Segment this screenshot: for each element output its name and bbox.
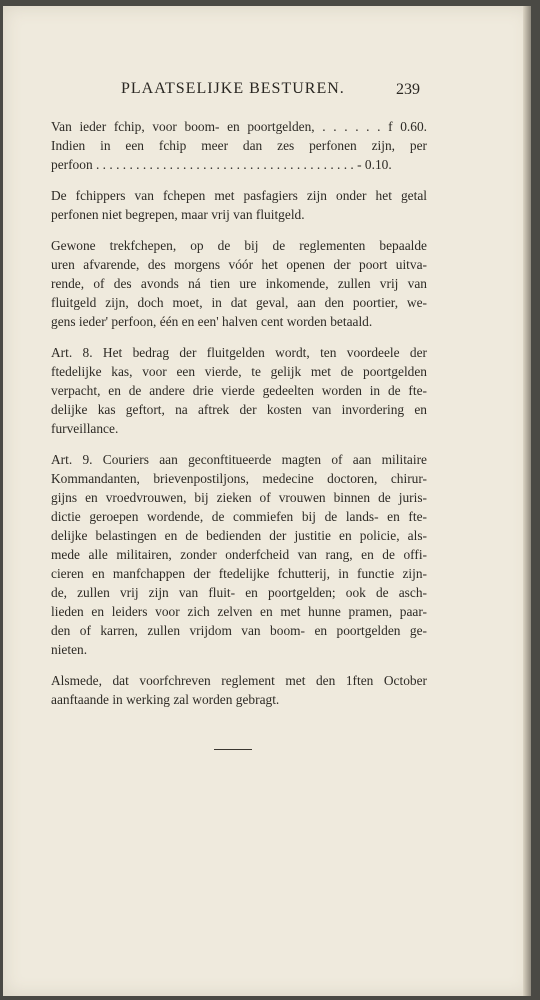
text-line: verpacht, en de andere drie vierde gedeelten worden in de fte- (51, 383, 427, 398)
text-line: delijke belastingen en de bedienden der justitie en policie, als- (51, 528, 427, 543)
paragraph-passengers (51, 186, 427, 224)
paragraph-article-8 (51, 343, 427, 438)
text-line: cieren en manfchappen der ftedelijke fchutterij, in functie zijn- (51, 566, 427, 581)
text-line: uren afvarende, des morgens vóór het openen der poort uitva- (51, 257, 427, 272)
book-page (3, 6, 531, 996)
text-line: delijke kas geftort, na aftrek der kosten van invordering en (51, 402, 427, 417)
text-line: perfonen niet begrepen, maar vrij van fluitgeld. (51, 207, 305, 222)
text-line: Indien in een fchip meer dan zes perfonen zijn, per (51, 138, 427, 153)
text-line: Art. 9. Couriers aan geconftitueerde magten of aan militaire (51, 452, 427, 467)
text-line: perfoon . . . . . . . . . . . . . . . . . . . . . . . . . . . . . . . . . . . . . . . - 0.10. (51, 157, 392, 172)
text-line: de, zullen vrij zijn van fluit- en poortgelden; ook de asch- (51, 585, 427, 600)
page-header (3, 80, 531, 102)
section-divider (214, 749, 252, 750)
text-line: rende, of des avonds ná tien ure inkomende, zullen vrij van (51, 276, 427, 291)
text-line: furveillance. (51, 421, 119, 436)
paragraph-article-9 (51, 450, 427, 659)
text-line: mede alle militairen, zonder onderfcheid van rang, en de offi- (51, 547, 427, 562)
text-line: Van ieder fchip, voor boom- en poortgelden, . . . . . . f 0.60. (51, 119, 427, 134)
text-line: dictie geroepen wordende, de commiefen bij de lands- en fte- (51, 509, 427, 524)
text-line: gens ieder' perfoon, één en een' halven cent worden betaald. (51, 314, 373, 329)
text-line: Art. 8. Het bedrag der fluitgelden wordt, ten voordeele der (51, 345, 427, 360)
text-line: De fchippers van fchepen met pasfagiers zijn onder het getal (51, 188, 427, 203)
text-line: nieten. (51, 642, 88, 657)
running-title: PLAATSELIJKE BESTUREN. (121, 80, 345, 97)
paragraph-trekschepen (51, 236, 427, 331)
page-edge-shadow (523, 6, 531, 996)
text-line: ftedelijke kas, voor een vierde, te gelijk met de poortgelden (51, 364, 427, 379)
text-line: Gewone trekfchepen, op de bij de reglementen bepaalde (51, 238, 427, 253)
text-line: den of karren, zullen vrijdom van boom- en poortgelden ge- (51, 623, 427, 638)
text-line: Alsmede, dat voorfchreven reglement met den 1ften October (51, 673, 427, 688)
page-number: 239 (396, 81, 420, 98)
text-line: lieden en leiders voor zich zelven en met hunne pramen, paar- (51, 604, 427, 619)
body-text (51, 117, 427, 709)
paragraph-tolls (51, 117, 427, 174)
text-line: gijns en vroedvrouwen, bij zieken of vrouwen binnen de juris- (51, 490, 427, 505)
text-line: Kommandanten, brievenpostiljons, medecine doctoren, chirur- (51, 471, 427, 486)
paragraph-conclusion (51, 671, 427, 709)
text-line: fluitgeld zijn, doch moet, in dat geval, aan den poortier, we- (51, 295, 427, 310)
text-line: aanftaande in werking zal worden gebragt. (51, 692, 280, 707)
